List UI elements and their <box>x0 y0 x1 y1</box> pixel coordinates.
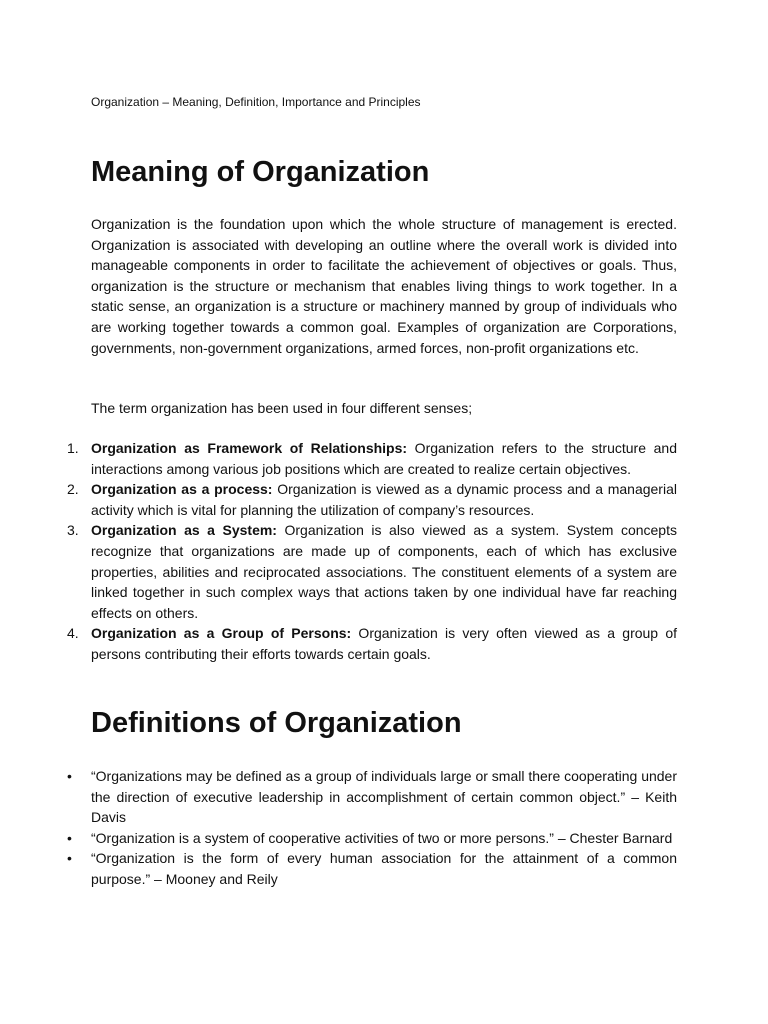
sense-text: Organization refers to the structure and interactions among various job positions which are created to realize certain objectives. <box>91 440 677 477</box>
sense-term: Organization as a process: <box>91 481 273 498</box>
sense-term: Organization as a Group of Persons: <box>91 625 352 642</box>
list-item <box>67 766 678 828</box>
document-title: Organization – Meaning, Definition, Importance and Principles <box>91 95 421 109</box>
list-number: 1. <box>67 440 79 456</box>
definition-text: “Organization is the form of every human association for the attainment of a common purpose.” – Mooney and Reily <box>91 850 677 887</box>
paragraph-intro: Organization is the foundation upon which the whole structure of management is erected. Organization is associated with developing an outline where the overall work is divided into manageable components in order to facilitate the achievement of objectives or goals. Thus, organization is the structure or mechanism that enables living things to work together. In a static sense, an organization is a structure or machinery manned by group of individuals who are working together towards a common goal. Examples of organization are Corporations, governments, non-government organizations, armed forces, non-profit organizations etc. <box>91 216 677 356</box>
list-number: 3. <box>67 522 79 539</box>
list-number: 2. <box>67 481 79 498</box>
list-item <box>67 479 677 520</box>
definitions-list <box>67 766 678 890</box>
sense-text: Organization is very often viewed as a group of persons contributing their efforts towards certain goals. <box>91 625 678 662</box>
paragraph-senses-intro: The term organization has been used in four different senses; <box>91 400 473 416</box>
bullet-icon: • <box>67 850 72 867</box>
definition-text: “Organization is a system of cooperative activities of two or more persons.” – Chester Barnard <box>91 829 673 846</box>
sense-term: Organization as a System: <box>91 522 277 539</box>
bullet-icon: • <box>67 768 72 784</box>
list-item <box>67 848 677 889</box>
list-item <box>67 438 677 479</box>
sense-term: Organization as Framework of Relationships: <box>91 440 408 456</box>
sense-text: Organization is also viewed as a system. System concepts recognize that organizations are made up of components, each of which has exclusive properties, abilities and reciprocated associations. The constituent elements of a system are linked together in such complex ways that actions taken by one individual have far reaching effects on others. <box>91 522 677 621</box>
sense-text: Organization is viewed as a dynamic process and a managerial activity which is vital for planning the utilization of company’s resources. <box>91 481 677 518</box>
heading-definitions: Definitions of Organization <box>91 707 462 739</box>
list-item <box>67 623 678 664</box>
definition-text: “Organizations may be defined as a group of individuals large or small there cooperating under the direction of executive leadership in accomplishment of certain common object.” – Keith Davis <box>91 768 678 826</box>
list-item <box>67 828 677 849</box>
heading-meaning: Meaning of Organization <box>91 156 430 188</box>
list-number: 4. <box>67 625 79 642</box>
senses-list <box>67 438 678 665</box>
list-item <box>67 520 677 623</box>
bullet-icon: • <box>67 829 72 846</box>
